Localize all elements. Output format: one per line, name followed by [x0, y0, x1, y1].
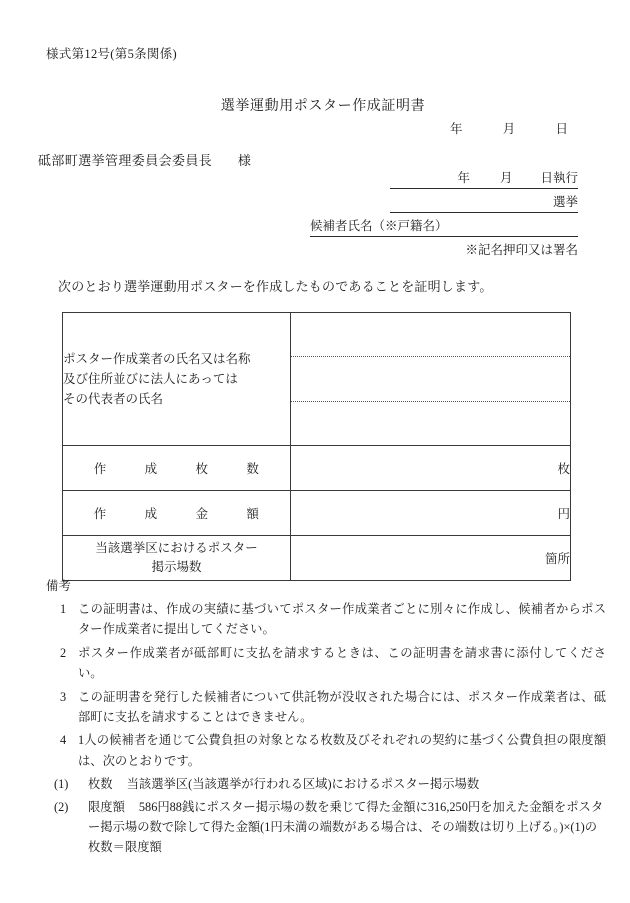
poster-sites-value-cell[interactable] [291, 536, 571, 581]
amount-label-char-2: 成 [144, 507, 158, 521]
sub-item-marker: (1) [54, 777, 69, 792]
issue-date-day: 日 [555, 122, 569, 136]
poster-sites-label-line1: 当該選挙区におけるポスター [95, 541, 258, 556]
producer-entry-slots [291, 313, 570, 445]
amount-unit: 円 [557, 507, 570, 521]
quantity-label-cell [63, 446, 291, 491]
producer-value-cell[interactable] [291, 313, 571, 446]
note-sub-item [46, 797, 606, 858]
note-item [46, 730, 606, 771]
execution-date-field[interactable] [390, 168, 578, 189]
note-number: 4 [60, 733, 67, 748]
sub-item-detail: 当該選挙区(当該選挙が行われる区域)におけるポスター掲示場数 [126, 777, 480, 792]
execution-year: 年 [457, 171, 470, 185]
producer-slot-name[interactable] [291, 313, 570, 356]
election-name-field[interactable]: 選挙 [390, 192, 578, 213]
issue-date-line [450, 119, 568, 137]
amount-label-cell [63, 491, 291, 536]
note-text: ポスター作成業者が砥部町に支払を請求するときは、この証明書を請求書に添付してください。 [78, 645, 606, 681]
issue-date-month: 月 [502, 122, 516, 136]
certificate-table [62, 312, 571, 581]
note-sub-item [46, 774, 606, 794]
quantity-unit: 枚 [557, 462, 570, 476]
producer-label-line2: 及び住所並びに法人にあっては [63, 371, 238, 386]
note-item [46, 643, 606, 684]
candidate-name-field[interactable]: 候補者氏名（※戸籍名） [310, 216, 578, 237]
amount-label-char-4: 額 [246, 507, 260, 521]
amount-label-char-1: 作 [93, 507, 107, 521]
poster-sites-label-cell [63, 536, 291, 581]
amount-value-cell[interactable] [291, 491, 571, 536]
quantity-label-char-3: 枚 [195, 462, 209, 476]
note-item [46, 687, 606, 728]
quantity-label-char-2: 成 [144, 462, 158, 476]
quantity-label-char-1: 作 [93, 462, 107, 476]
note-number: 3 [60, 689, 67, 704]
producer-slot-representative[interactable] [291, 401, 570, 445]
sub-item-detail: 586円88銭にポスター掲示場の数を乗じて得た金額に316,250円を加えた金額をポスター掲示場の数で除して得た金額(1円未満の端数がある場合は、その端数は切り上げる。)×(1)の枚数＝限度額 [88, 799, 604, 855]
execution-month: 月 [499, 171, 513, 185]
quantity-value-cell[interactable] [291, 446, 571, 491]
producer-slot-address[interactable] [291, 356, 570, 400]
addressee-honorific: 様 [237, 153, 252, 168]
page-title: 選挙運動用ポスター作成証明書 [220, 99, 426, 114]
note-text: 1人の候補者を通じて公費負担の対象となる枚数及びそれぞれの契約に基づく公費負担の限度額は、次のとおりです。 [78, 733, 606, 768]
note-item [46, 599, 606, 640]
seal-note: ※記名押印又は署名 [465, 243, 578, 257]
execution-day: 日執行 [540, 171, 578, 185]
notes-section [46, 576, 606, 860]
note-text: この証明書は、作成の実績に基づいてポスター作成業者ごとに別々に作成し、候補者からポスター作成業者に提出してください。 [78, 602, 606, 637]
sub-item-marker: (2) [54, 799, 69, 814]
note-number: 1 [60, 602, 67, 616]
sub-item-text [88, 797, 606, 858]
sub-item-lead: 限度額 [88, 799, 125, 814]
sub-item-text [88, 774, 606, 794]
table-row-amount [63, 491, 571, 536]
poster-sites-label-line2: 掲示場数 [151, 560, 202, 574]
sub-item-lead: 枚数 [88, 777, 113, 792]
amount-label-char-3: 金 [195, 507, 209, 521]
table-row-poster-sites [63, 536, 571, 581]
poster-sites-unit: 箇所 [544, 552, 570, 566]
quantity-label-char-4: 数 [246, 462, 260, 476]
form-number: 様式第12号(第5条関係) [46, 47, 177, 61]
addressee-office: 砥部町選挙管理委員会委員長 [38, 153, 213, 168]
producer-label-line1: ポスター作成業者の氏名又は名称 [63, 351, 251, 366]
issue-date-year: 年 [450, 122, 463, 136]
notes-heading: 備考 [46, 579, 72, 593]
note-sub-list [46, 774, 606, 858]
producer-label-line3: その代表者の氏名 [63, 392, 164, 407]
table-row-quantity [63, 446, 571, 491]
note-text: この証明書を発行した候補者について供託物が没収された場合には、ポスター作成業者は、砥部町に支払を請求することはできません。 [78, 689, 606, 725]
producer-label-cell [63, 313, 291, 446]
addressee-line [38, 150, 251, 169]
table-row-producer [63, 313, 571, 446]
certification-sentence: 次のとおり選挙運動用ポスターを作成したものであることを証明します。 [58, 279, 493, 294]
note-number: 2 [60, 645, 67, 660]
